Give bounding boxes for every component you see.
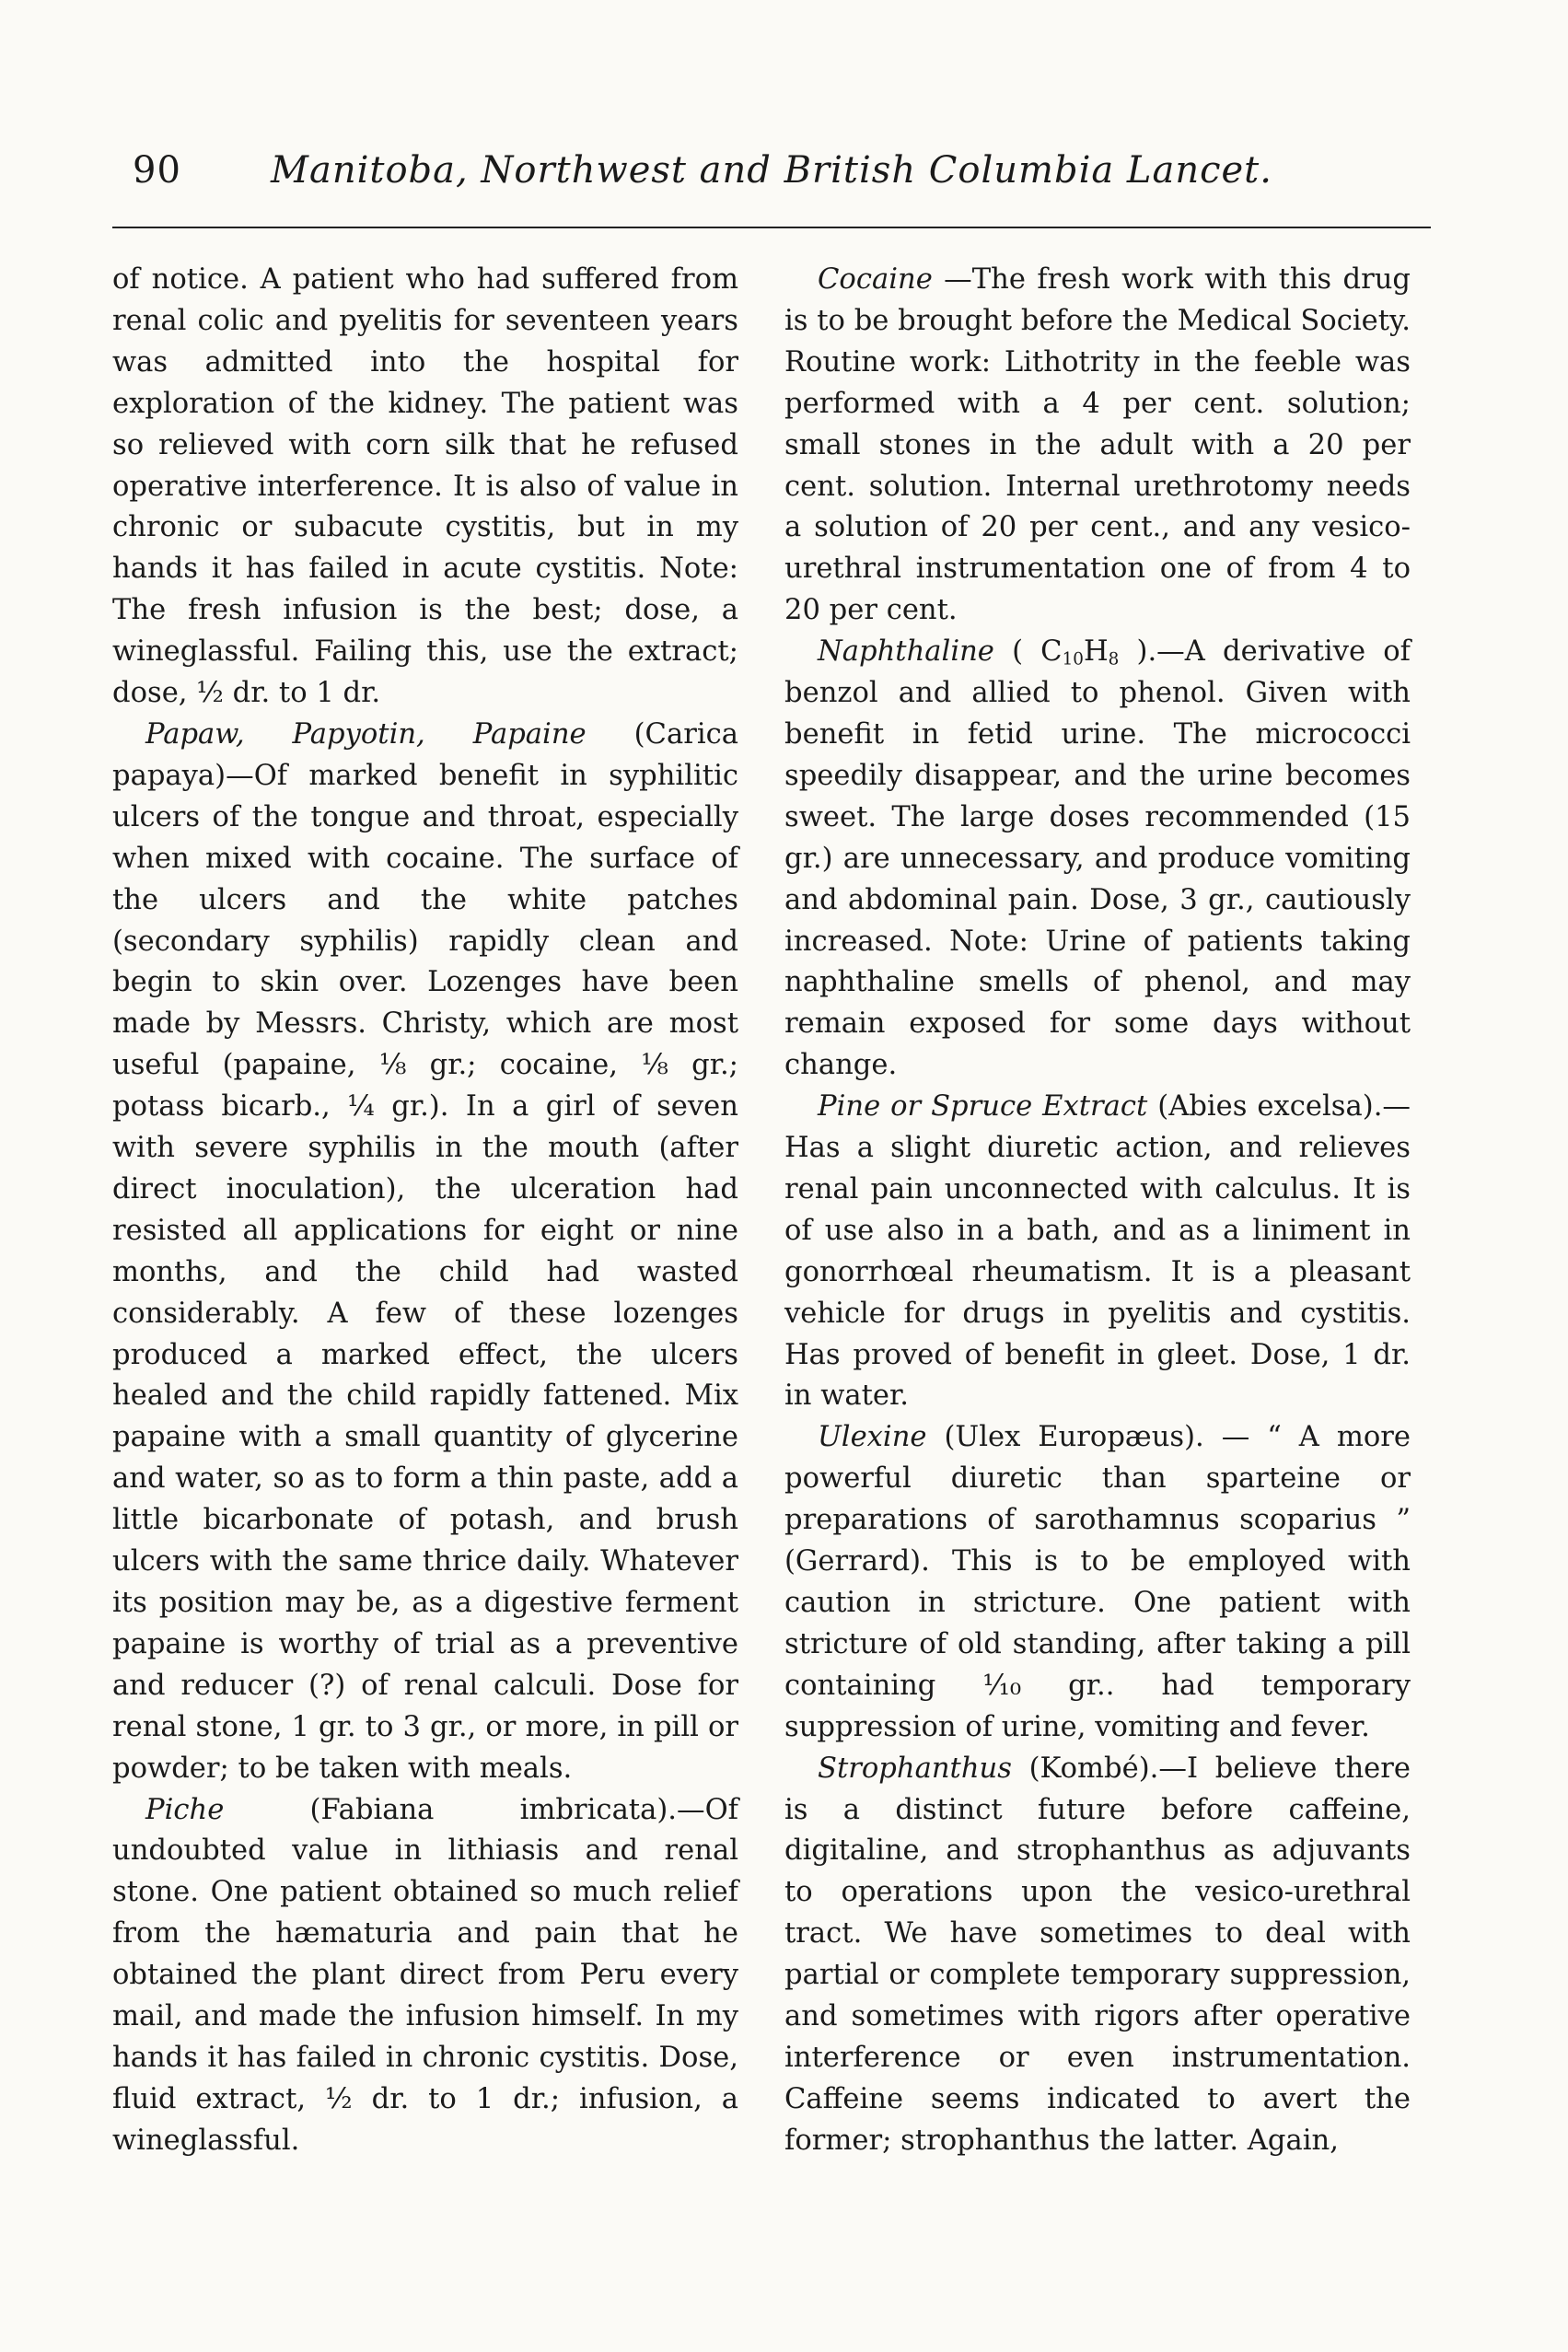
paragraph-text: (Abies excelsa).—Has a slight diuretic action, and relieves renal pain unconnected with calculus. It is of use also in a bath, and as a liniment in gonorrhœal rheumatism. It is a pleasant vehicle for drugs in pyelitis and cystitis. Has proved of benefit in gleet. Dose, 1 dr. in water. <box>784 1090 1411 1413</box>
paragraph-text: —The fresh work with this drug is to be brought before the Medical Society. Routine work: Lithotrity in the feeble was performed with a 4 per cent. solution; small stones in the adult with a 20 per cent. solution. Internal urethrotomy needs a solution of 20 per cent., and any vesico-urethral instrumentation one of from 4 to 20 per cent. <box>784 263 1411 627</box>
paragraph-cocaine <box>784 260 1411 632</box>
drug-term: Strophanthus <box>818 1752 1012 1785</box>
header-rule <box>112 227 1431 228</box>
drug-term: Naphthaline <box>818 635 994 669</box>
drug-term: Cocaine <box>818 263 933 296</box>
paragraph-text: ).—A derivative of benzol and allied to phenol. Given with benefit in fetid urine. The micrococci speedily disappear, and the urine becomes sweet. The large doses recommended (15 gr.) are unnecessary, and produce vomiting and abdominal pain. Dose, 3 gr., cautiously increased. Note: Urine of patients taking naphthaline smells of phenol, and may remain exposed for some days without change. <box>784 635 1411 1082</box>
paragraph-text: (Kombé).—I believe there is a distinct future before caffeine, digitaline, and strophanthus as adjuvants to operations upon the vesico-urethral tract. We have sometimes to deal with partial or complete temporary suppression, and sometimes with rigors after operative interference or even instrumentation. Caffeine seems indicated to avert the former; strophanthus the latter. Again, <box>784 1752 1411 2157</box>
page-number: 90 <box>133 149 181 192</box>
drug-term: Ulexine <box>818 1421 927 1454</box>
paragraph-papaw <box>112 715 738 1790</box>
paragraph-naphthaline <box>784 632 1411 1087</box>
drug-term: Pine or Spruce Extract <box>818 1090 1148 1124</box>
drug-term: Piche <box>145 1793 225 1826</box>
paragraph-strophanthus <box>784 1749 1411 2162</box>
left-column <box>112 260 738 2162</box>
paragraph-text: (Ulex Europæus). — “ A more powerful diuretic than sparteine or preparations of sarothamnus scoparius ” (Gerrard). This is to be employed with caution in stricture. One patient with stricture of old standing, after taking a pill containing ¹⁄₁₀ gr.. had temporary suppression of urine, vomiting and fever. <box>784 1421 1411 1743</box>
paragraph-text: of notice. A patient who had suffered from renal colic and pyelitis for seventeen years was admitted into the hospital for exploration of the kidney. The patient was so relieved with corn silk that he refused operative interference. It is also of value in chronic or subacute cystitis, but in my hands it has failed in acute cystitis. Note: The fresh infusion is the best; dose, a wineglassful. Failing this, use the extract; dose, ½ dr. to 1 dr. <box>112 263 738 710</box>
running-title: Manitoba, Northwest and British Columbia Lancet. <box>271 149 1272 192</box>
paragraph-pine-extract <box>784 1087 1411 1417</box>
paragraph-corn-silk-continued <box>112 260 738 715</box>
paragraph-ulexine <box>784 1417 1411 1748</box>
formula-part: H <box>1083 635 1109 669</box>
formula-part: ( C <box>993 635 1063 669</box>
paragraph-text: (Carica papaya)—Of marked benefit in syphilitic ulcers of the tongue and throat, especially when mixed with cocaine. The surface of the ulcers and the white patches (secondary syphilis) rapidly clean and begin to skin over. Lozenges have been made by Messrs. Christy, which are most useful (papaine, ⅛ gr.; cocaine, ⅛ gr.; potass bicarb., ¼ gr.). In a girl of seven with severe syphilis in the mouth (after direct inoculation), the ulceration had resisted all applications for eight or nine months, and the child had wasted considerably. A few of these lozenges produced a marked effect, the ulcers healed and the child rapidly fattened. Mix papaine with a small quantity of glycerine and water, so as to form a thin paste, add a little bicarbonate of potash, and brush ulcers with the same thrice daily. Whatever its position may be, as a digestive ferment papaine is worthy of trial as a preventive and reducer (?) of renal calculi. Dose for renal stone, 1 gr. to 3 gr., or more, in pill or powder; to be taken with meals. <box>112 717 738 1785</box>
page-header <box>112 146 1431 201</box>
paragraph-piche <box>112 1790 738 2162</box>
formula-subscript: 10 <box>1062 649 1084 670</box>
paragraph-text: (Fabiana imbricata).—Of undoubted value in lithiasis and renal stone. One patient obtained so much relief from the hæmaturia and pain that he obtained the plant direct from Peru every mail, and made the infusion himself. In my hands it has failed in chronic cystitis. Dose, fluid extract, ½ dr. to 1 dr.; infusion, a wineglassful. <box>112 1793 738 2157</box>
formula-subscript: 8 <box>1108 649 1120 670</box>
chemical-formula <box>994 635 1119 668</box>
drug-term: Papaw, Papyotin, Papaine <box>145 717 587 751</box>
right-column <box>784 260 1411 2162</box>
